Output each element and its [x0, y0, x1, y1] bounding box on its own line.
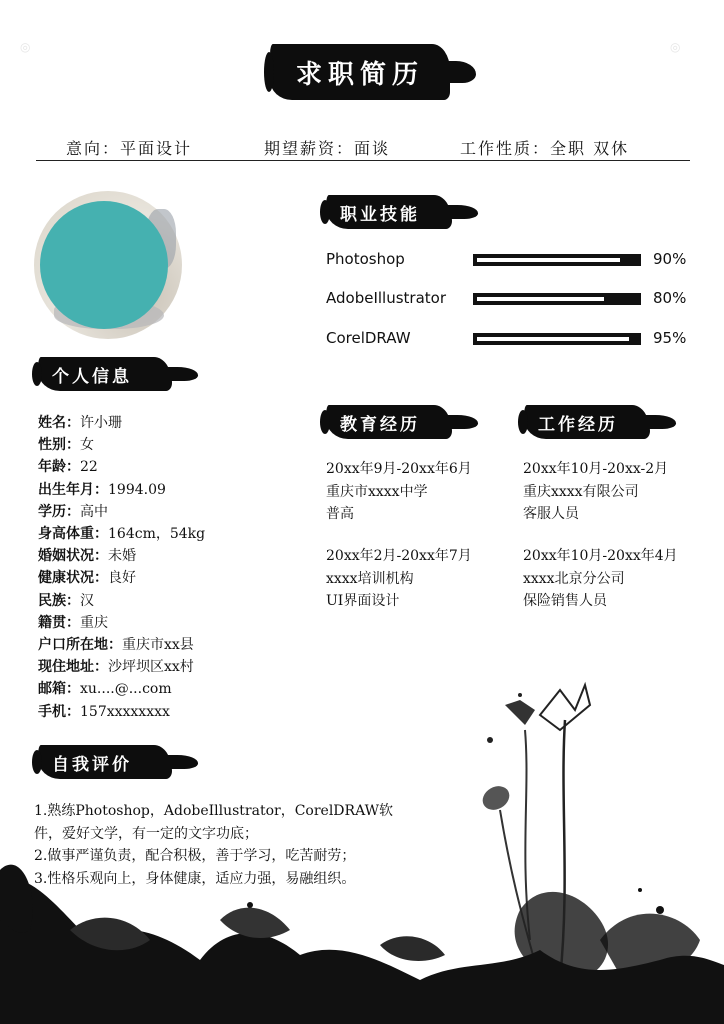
skill-row [326, 247, 696, 273]
skill-percent: 90% [653, 250, 687, 268]
page-title-text: 求职简历 [295, 59, 424, 90]
education-org: 重庆市xxxx中学 [326, 483, 428, 500]
self-eval-heading: 自我评价 [38, 745, 172, 779]
info-row: 户口所在地：重庆市xx县 [38, 637, 194, 654]
intent-job-type: 工作性质：全职 双休 [460, 139, 630, 158]
education-detail: UI界面设计 [326, 593, 400, 609]
skill-bar [473, 254, 641, 266]
work-entry [523, 458, 668, 526]
work-entry [523, 545, 678, 613]
avatar [34, 191, 182, 339]
education-detail: 普高 [326, 506, 354, 522]
info-row: 年龄：22 [38, 459, 98, 476]
work-period: 20xx年10月-20xx年4月 [523, 548, 678, 564]
personal-info-heading: 个人信息 [38, 357, 172, 391]
skill-bar [473, 293, 641, 305]
ink-wash-decoration [0, 680, 724, 1024]
page-title [270, 44, 450, 100]
info-row: 手机：157xxxxxxxx [38, 703, 170, 720]
self-eval-line: 2.做事严谨负责，配合积极，善于学习，吃苦耐劳； [34, 848, 356, 864]
education-heading: 教育经历 [326, 405, 452, 439]
work-heading: 工作经历 [524, 405, 650, 439]
education-org: xxxx培训机构 [326, 570, 414, 587]
education-entry [326, 458, 472, 526]
info-row: 身高体重：164cm，54kg [38, 526, 206, 543]
self-eval-line: 件，爱好文学，有一定的文字功底； [34, 825, 258, 842]
skill-name: AdobeIllustrator [326, 289, 446, 307]
work-period: 20xx年10月-20xx-2月 [523, 461, 669, 477]
personal-info-list [38, 412, 205, 723]
self-eval-line: 3.性格乐观向上，身体健康，适应力强，易融组织。 [34, 870, 356, 887]
info-row: 邮箱：xu....@...com [38, 681, 172, 698]
info-row: 籍贯：重庆 [38, 614, 108, 631]
education-period: 20xx年2月-20xx年7月 [326, 548, 472, 564]
info-row: 现住地址：沙坪坝区xx村 [38, 659, 194, 676]
info-row: 健康状况：良好 [38, 570, 136, 587]
info-row: 学历：高中 [38, 503, 108, 520]
work-detail: 客服人员 [523, 506, 579, 522]
info-row: 民族：汉 [38, 592, 94, 609]
watermark: ◎ [670, 40, 681, 54]
self-eval-line: 1.熟练Photoshop，AdobeIllustrator，CorelDRAW软 [34, 803, 394, 819]
skill-row [326, 326, 696, 352]
intent-position: 意向：平面设计 [66, 139, 193, 158]
info-row: 婚姻状况：未婚 [38, 548, 136, 565]
education-entry [326, 545, 472, 613]
info-row: 出生年月：1994.09 [38, 481, 166, 498]
avatar-photo [40, 201, 168, 329]
skills-heading: 职业技能 [326, 195, 452, 229]
work-detail: 保险销售人员 [523, 593, 607, 609]
work-org: 重庆xxxx有限公司 [523, 483, 639, 500]
skill-percent: 95% [653, 329, 687, 347]
skill-row [326, 286, 696, 312]
skill-bar [473, 333, 641, 345]
skill-name: CorelDRAW [326, 329, 411, 347]
work-org: xxxx北京分公司 [523, 570, 625, 587]
intent-line [36, 134, 690, 161]
skill-name: Photoshop [326, 250, 405, 268]
info-row: 性别：女 [38, 437, 94, 454]
watermark: ◎ [20, 40, 31, 54]
info-row: 姓名：许小珊 [38, 415, 122, 431]
intent-salary: 期望薪资：面谈 [264, 139, 391, 158]
education-period: 20xx年9月-20xx年6月 [326, 461, 472, 477]
skill-percent: 80% [653, 289, 687, 307]
